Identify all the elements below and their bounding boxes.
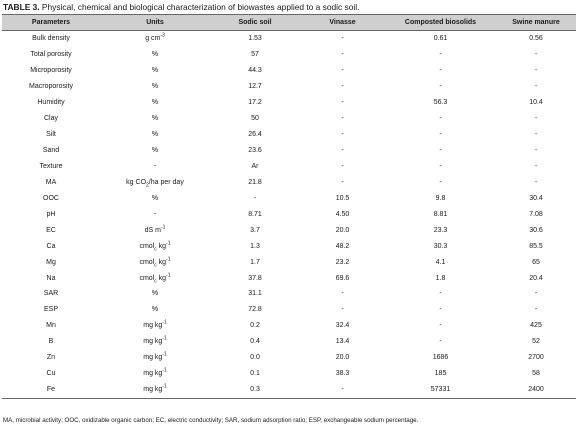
- cell-composted-biosolids: -: [439, 83, 442, 91]
- table-row: [2, 159, 576, 175]
- table-row: [2, 63, 576, 79]
- cell-sodic-soil: Ar: [251, 162, 259, 170]
- unit-tail: kg: [156, 242, 167, 250]
- cell-sodic-soil: 44.3: [248, 67, 262, 75]
- cell-vinasse: -: [341, 162, 344, 170]
- cell-sodic-soil: 50: [251, 115, 259, 123]
- cell-swine-manure: -: [534, 290, 538, 298]
- cell-parameter: EC: [46, 226, 56, 234]
- cell-parameter: ESP: [43, 306, 58, 314]
- unit-tail: kg: [156, 274, 167, 282]
- unit-text: %: [151, 51, 159, 59]
- cell-composted-biosolids: -: [439, 178, 442, 186]
- unit-subscript: c: [154, 246, 157, 253]
- cell-vinasse: -: [341, 306, 344, 314]
- cell-unit: [100, 334, 210, 350]
- unit-tail-superscript: -1: [166, 272, 171, 279]
- cell-composted-biosolids: -: [439, 147, 442, 155]
- cell-parameter: Fe: [2, 382, 100, 398]
- unit-text: %: [151, 83, 159, 91]
- cell-parameter: Ca: [46, 242, 56, 250]
- cell-swine-manure: 58: [532, 370, 540, 378]
- cell-composted-biosolids: -: [439, 290, 442, 298]
- cell-composted-biosolids: 9.8: [435, 194, 446, 202]
- cell-vinasse: 20.0: [335, 226, 350, 234]
- unit-text: kg CO: [126, 178, 147, 186]
- cell-composted-biosolids: 4.1: [435, 258, 446, 266]
- cell-parameter: Mg: [46, 258, 56, 266]
- cell-parameter: B: [48, 338, 54, 346]
- cell-sodic-soil: 0.2: [250, 322, 260, 330]
- cell-swine-manure: 425: [530, 322, 542, 330]
- cell-swine-manure: 7.08: [529, 210, 543, 218]
- cell-swine-manure: -: [534, 51, 538, 59]
- cell-swine-manure: -: [534, 178, 538, 186]
- cell-parameter: Texture: [39, 162, 63, 170]
- cell-sodic-soil: 57: [251, 51, 259, 59]
- table-row: [2, 254, 576, 270]
- cell-vinasse: 10.5: [335, 194, 350, 202]
- unit-subscript: 2: [146, 182, 149, 189]
- cell-vinasse: 69.6: [335, 274, 350, 282]
- cell-parameter: Total porosity: [30, 51, 72, 59]
- unit-text: cmol: [139, 274, 155, 282]
- table-row: [2, 238, 576, 254]
- cell-sodic-soil: 3.7: [250, 226, 260, 234]
- table-row: [2, 143, 576, 159]
- cell-vinasse: 23.2: [335, 258, 350, 266]
- cell-vinasse: 20.0: [335, 354, 350, 362]
- cell-unit: [100, 190, 210, 206]
- table-row: [2, 270, 576, 286]
- unit-superscript: -1: [162, 320, 167, 327]
- cell-sodic-soil: 1.3: [250, 242, 260, 250]
- table-body: [2, 31, 576, 399]
- unit-superscript: -3: [160, 33, 165, 40]
- cell-unit: [100, 111, 210, 127]
- cell-swine-manure: 10.4: [529, 99, 543, 107]
- cell-unit: [100, 159, 210, 175]
- unit-tail-superscript: -1: [166, 240, 171, 247]
- cell-sodic-soil: 26.4: [248, 131, 262, 139]
- cell-composted-biosolids: -: [439, 115, 442, 123]
- unit-subscript: c: [154, 277, 157, 284]
- cell-unit: [100, 270, 210, 286]
- cell-parameter: SAR: [43, 290, 59, 298]
- unit-text: %: [151, 290, 159, 298]
- cell-unit: [100, 286, 210, 302]
- cell-composted-biosolids: -: [439, 67, 442, 75]
- cell-swine-manure: 65: [532, 258, 540, 266]
- table-caption: [3, 2, 359, 12]
- cell-vinasse: 32.4: [335, 322, 350, 330]
- unit-text: -: [153, 162, 157, 170]
- cell-composted-biosolids: 1686: [432, 354, 449, 362]
- table-row: [2, 206, 576, 222]
- cell-parameter: pH: [46, 210, 56, 218]
- cell-composted-biosolids: 57331: [385, 382, 496, 398]
- table-row: [2, 174, 576, 190]
- unit-tail-superscript: -1: [166, 256, 171, 263]
- cell-vinasse: -: [300, 382, 385, 398]
- table-row: [2, 382, 576, 398]
- unit-text: %: [151, 194, 159, 202]
- cell-parameter: Microporosity: [30, 67, 72, 75]
- cell-parameter: Humidity: [37, 99, 65, 107]
- cell-unit: [100, 238, 210, 254]
- unit-text: mg kg: [143, 354, 163, 362]
- cell-swine-manure: 30.6: [529, 226, 543, 234]
- cell-sodic-soil: 8.71: [248, 210, 262, 218]
- cell-parameter: Macroporosity: [29, 83, 73, 91]
- cell-parameter: Cu: [46, 370, 56, 378]
- cell-unit: [100, 79, 210, 95]
- cell-vinasse: -: [341, 51, 344, 59]
- cell-vinasse: -: [341, 35, 344, 43]
- cell-sodic-soil: 31.1: [248, 290, 262, 298]
- cell-sodic-soil: 72.8: [248, 306, 262, 314]
- cell-vinasse: -: [341, 99, 344, 107]
- cell-sodic-soil: 0.3: [210, 382, 300, 398]
- cell-unit: [100, 222, 210, 238]
- column-header-vinasse: Vinasse: [300, 15, 385, 31]
- cell-parameter: OOC: [43, 194, 59, 202]
- table-row: [2, 31, 576, 47]
- cell-parameter: Clay: [43, 115, 58, 123]
- cell-swine-manure: 30.4: [529, 194, 543, 202]
- unit-text: mg kg: [143, 338, 163, 346]
- cell-parameter: MA: [45, 178, 57, 186]
- cell-vinasse: -: [341, 115, 344, 123]
- column-header-parameters: Parameters: [2, 15, 100, 31]
- unit-text: g cm: [145, 35, 161, 43]
- cell-vinasse: -: [341, 67, 344, 75]
- column-header-composted-biosolids: Composted biosolids: [385, 15, 496, 31]
- cell-parameter: Bulk density: [32, 35, 70, 43]
- unit-tail: kg: [156, 258, 167, 266]
- cell-parameter: Silt: [46, 131, 56, 139]
- table-row: [2, 286, 576, 302]
- unit-superscript: -1: [162, 383, 167, 390]
- table-row: [2, 334, 576, 350]
- unit-tail: /ha per day: [148, 178, 184, 186]
- table-row: [2, 318, 576, 334]
- unit-text: mg kg: [143, 322, 163, 330]
- cell-vinasse: -: [341, 83, 344, 91]
- table-row: [2, 366, 576, 382]
- column-header-units: Units: [100, 15, 210, 31]
- cell-swine-manure: 0.56: [529, 35, 543, 43]
- cell-unit: [100, 63, 210, 79]
- table-row: [2, 302, 576, 318]
- cell-unit: [100, 31, 210, 47]
- table-row: [2, 190, 576, 206]
- cell-unit: [100, 366, 210, 382]
- cell-unit: [100, 382, 210, 398]
- cell-sodic-soil: 0.1: [250, 370, 260, 378]
- cell-unit: [100, 318, 210, 334]
- table-caption-label: TABLE 3.: [3, 2, 40, 12]
- table-footnote: MA, microbial activity; OOC, oxidizable organic carbon; EC, electric conductivity; SAR, sodium adsorption ratio; ESP, exchangeable sodium percentage.: [3, 417, 419, 424]
- cell-sodic-soil: 0.4: [250, 338, 260, 346]
- characterization-table: [2, 14, 576, 399]
- unit-text: %: [151, 147, 159, 155]
- column-header-sodic-soil: Sodic soil: [210, 15, 300, 31]
- cell-unit: [100, 143, 210, 159]
- cell-vinasse: 4.50: [335, 210, 350, 218]
- table-row: [2, 111, 576, 127]
- cell-swine-manure: 85.5: [529, 242, 543, 250]
- table-row: [2, 95, 576, 111]
- cell-swine-manure: -: [534, 67, 538, 75]
- cell-sodic-soil: 21.8: [248, 178, 262, 186]
- cell-composted-biosolids: -: [439, 322, 442, 330]
- cell-swine-manure: -: [534, 83, 538, 91]
- cell-swine-manure: 2400: [496, 382, 576, 398]
- table-row: [2, 127, 576, 143]
- unit-subscript: c: [154, 261, 157, 268]
- cell-composted-biosolids: 1.8: [435, 274, 446, 282]
- cell-parameter: Mn: [46, 322, 56, 330]
- cell-composted-biosolids: -: [439, 162, 442, 170]
- cell-parameter: Zn: [46, 354, 56, 362]
- unit-superscript: -1: [162, 335, 167, 342]
- cell-vinasse: -: [341, 131, 344, 139]
- cell-unit: [100, 174, 210, 190]
- cell-swine-manure: -: [534, 162, 538, 170]
- unit-text: %: [151, 115, 159, 123]
- unit-superscript: -1: [162, 351, 167, 358]
- cell-swine-manure: 2700: [528, 354, 544, 362]
- cell-vinasse: 48.2: [335, 242, 350, 250]
- cell-composted-biosolids: 30.3: [433, 242, 448, 250]
- cell-unit: [100, 350, 210, 366]
- cell-sodic-soil: 12.7: [248, 83, 262, 91]
- unit-text: mg kg: [143, 386, 163, 394]
- table-row: [2, 79, 576, 95]
- cell-vinasse: -: [341, 147, 344, 155]
- cell-vinasse: 13.4: [335, 338, 350, 346]
- unit-superscript: -1: [160, 224, 166, 231]
- cell-parameter: Na: [46, 274, 56, 282]
- unit-text: cmol: [139, 258, 155, 266]
- cell-swine-manure: 20.4: [529, 274, 543, 282]
- cell-composted-biosolids: -: [439, 306, 442, 314]
- cell-composted-biosolids: 56.3: [433, 99, 448, 107]
- cell-swine-manure: -: [534, 115, 538, 123]
- unit-text: -: [153, 210, 157, 218]
- unit-text: %: [151, 306, 159, 314]
- unit-text: %: [151, 99, 159, 107]
- cell-unit: [100, 127, 210, 143]
- cell-unit: [100, 206, 210, 222]
- unit-text: dS m: [144, 226, 161, 234]
- table-row: [2, 350, 576, 366]
- cell-unit: [100, 302, 210, 318]
- table-caption-text: Physical, chemical and biological characterization of biowastes applied to a sodic soil.: [39, 2, 360, 12]
- cell-composted-biosolids: 185: [434, 370, 447, 378]
- cell-sodic-soil: 17.2: [248, 99, 262, 107]
- cell-parameter: Sand: [42, 147, 60, 155]
- unit-text: cmol: [139, 242, 155, 250]
- cell-composted-biosolids: -: [439, 131, 442, 139]
- cell-swine-manure: -: [534, 147, 538, 155]
- cell-swine-manure: -: [534, 306, 538, 314]
- cell-swine-manure: 52: [532, 338, 540, 346]
- cell-vinasse: 38.3: [335, 370, 350, 378]
- cell-vinasse: -: [341, 178, 344, 186]
- table-row: [2, 47, 576, 63]
- cell-unit: [100, 47, 210, 63]
- column-header-swine-manure: Swine manure: [496, 15, 576, 31]
- unit-superscript: -1: [162, 367, 167, 374]
- cell-unit: [100, 254, 210, 270]
- unit-text: mg kg: [143, 370, 163, 378]
- table-header-row: [2, 15, 576, 31]
- cell-sodic-soil: -: [253, 194, 257, 202]
- cell-composted-biosolids: -: [439, 51, 442, 59]
- cell-swine-manure: -: [534, 131, 538, 139]
- cell-vinasse: -: [341, 290, 344, 298]
- cell-sodic-soil: 37.8: [248, 274, 262, 282]
- cell-sodic-soil: 23.6: [248, 147, 262, 155]
- cell-composted-biosolids: 0.61: [433, 35, 448, 43]
- cell-sodic-soil: 0.0: [250, 354, 260, 362]
- cell-composted-biosolids: 8.81: [433, 210, 448, 218]
- unit-text: %: [151, 67, 159, 75]
- table-row: [2, 222, 576, 238]
- cell-composted-biosolids: 23.3: [433, 226, 448, 234]
- cell-unit: [100, 95, 210, 111]
- cell-sodic-soil: 1.7: [250, 258, 260, 266]
- unit-text: %: [151, 131, 159, 139]
- cell-composted-biosolids: -: [439, 338, 442, 346]
- cell-sodic-soil: 1.53: [248, 35, 262, 43]
